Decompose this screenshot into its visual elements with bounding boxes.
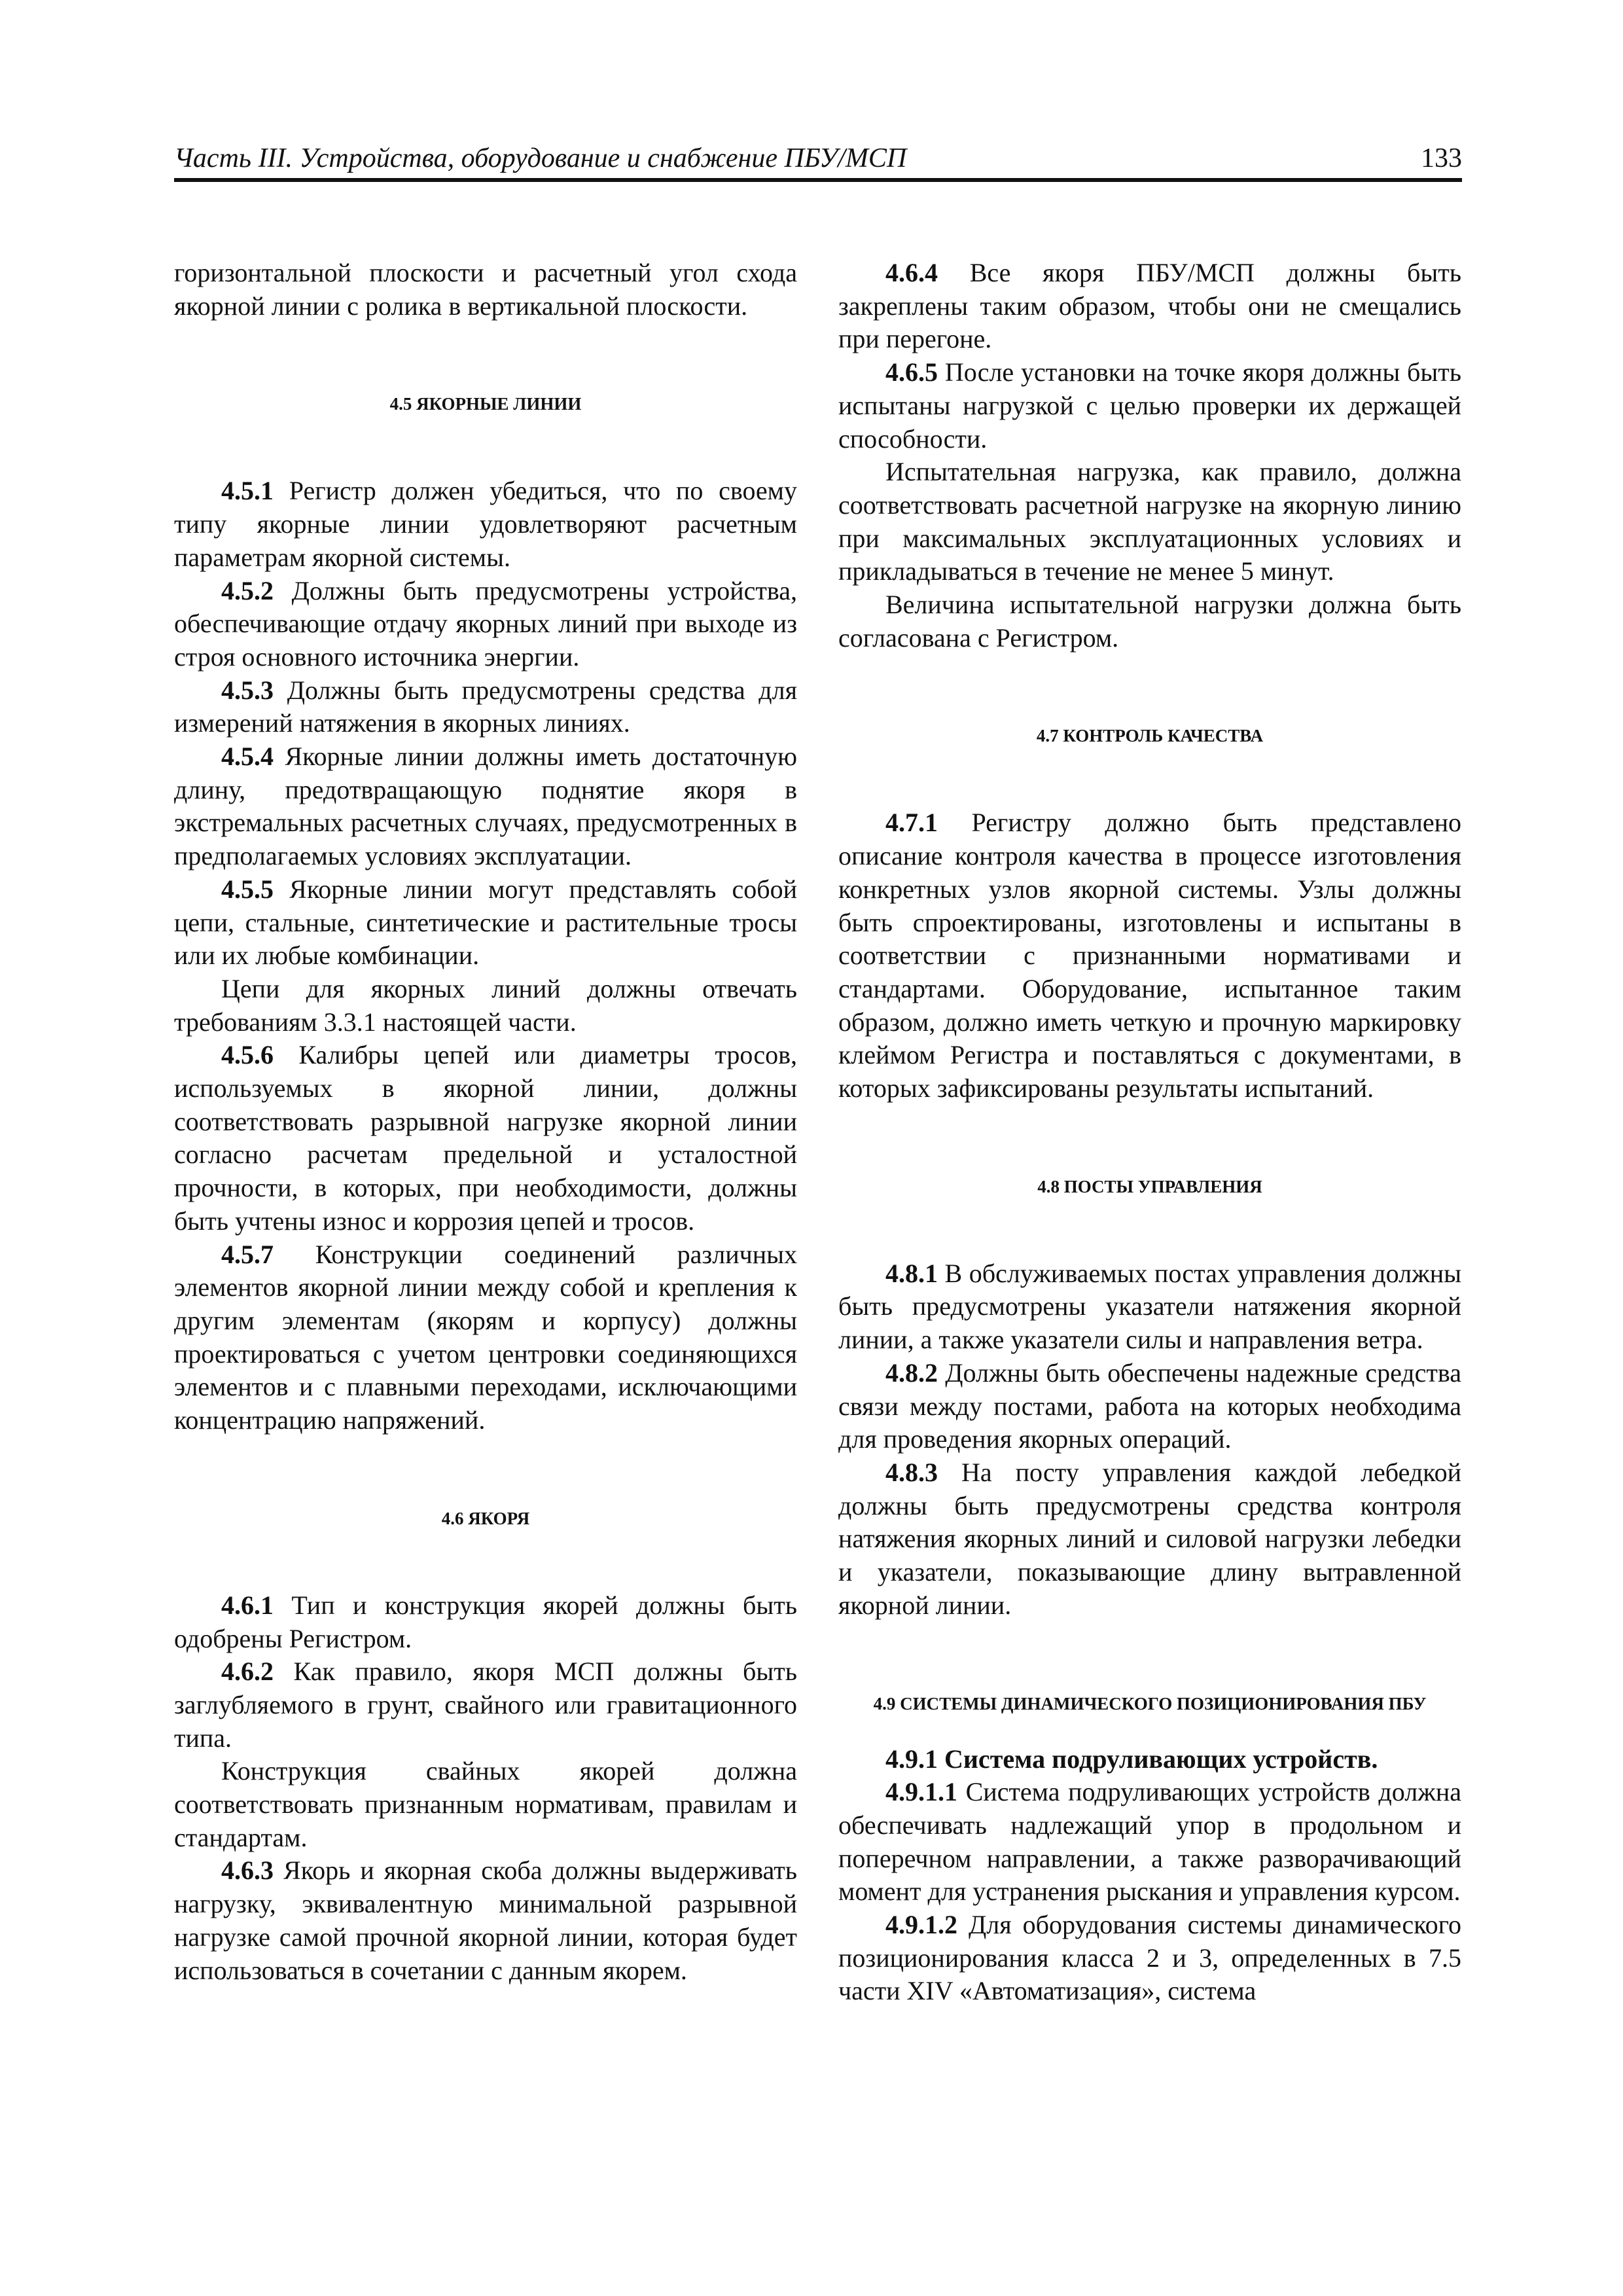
- paragraph-text: Регистр должен убедиться, что по своему типу якорные линии удовлетворяют расчетным параметрам якорной системы.: [174, 476, 797, 572]
- paragraph: [174, 1039, 797, 1238]
- paragraph-text: Должны быть предусмотрены средства для измерений натяжения в якорных линиях.: [174, 675, 797, 738]
- paragraph-text: Регистру должно быть представлено описание контроля качества в процессе изготовления конкретных узлов якорной системы. Узлы должны быть спроектированы, изготовлены и испытаны в соответствии с признанными нормативами и стандартами. Оборудование, испытанное таким образом, должно иметь четкую и прочную маркировку клеймом Регистра и поставляться с документами, в которых зафиксированы результаты испытаний.: [838, 808, 1461, 1103]
- paragraph-text: Величина испытательной нагрузки должна быть согласована с Регистром.: [838, 590, 1461, 653]
- paragraph-text: Цепи для якорных линий должны отвечать требованиям 3.3.1 настоящей части.: [174, 973, 797, 1037]
- clause-number: 4.6.4: [885, 258, 938, 287]
- clause-number: 4.9.1 Система подруливающих устройств.: [885, 1744, 1378, 1774]
- paragraph-text: горизонтальной плоскости и расчетный угол схода якорной линии с ролика в вертикальной плоскости.: [174, 258, 797, 321]
- paragraph: [174, 740, 797, 873]
- running-header-title: Часть III. Устройства, оборудование и снабжение ПБУ/МСП: [174, 143, 907, 173]
- paragraph: [838, 1776, 1461, 1909]
- clause-number: 4.5.4: [221, 742, 274, 772]
- clause-number: 4.6.1: [221, 1590, 274, 1620]
- paragraph: [174, 475, 797, 574]
- paragraph: [174, 973, 797, 1039]
- paragraph-text: На посту управления каждой лебедкой должны быть предусмотрены средства контроля натяжения якорных линий и силовой нагрузки лебедки и указатели, показывающие длину вытравленной якорной линии.: [838, 1457, 1461, 1620]
- paragraph-text: Все якоря ПБУ/МСП должны быть закреплены таким образом, чтобы они не смещались при перегоне.: [838, 258, 1461, 354]
- clause-number: 4.9.1.1: [885, 1777, 957, 1807]
- paragraph-text: Якорные линии могут представлять собой цепи, стальные, синтетические и растительные тросы или их любые комбинации.: [174, 874, 797, 971]
- paragraph: [838, 356, 1461, 456]
- paragraph-text: Для оборудования системы динамического позиционирования класса 2 и 3, определенных в 7.5 части XIV «Автоматизация», система: [838, 1910, 1461, 2006]
- clause-number: 4.5.3: [221, 675, 274, 705]
- paragraph-text: Должны быть предусмотрены устройства, обеспечивающие отдачу якорных линий при выходе из строя основного источника энергии.: [174, 575, 797, 672]
- paragraph-text: Система подруливающих устройств должна обеспечивать надлежащий упор в продольном и поперечном направлении, а также разворачивающий момент для устранения рыскания и управления курсом.: [838, 1777, 1461, 1907]
- paragraph-text: Должны быть обеспечены надежные средства связи между постами, работа на которых необходима для проведения якорных операций.: [838, 1357, 1461, 1454]
- paragraph: [838, 1743, 1461, 1776]
- paragraph: [838, 588, 1461, 655]
- paragraph: [174, 674, 797, 740]
- clause-number: 4.5.6: [221, 1040, 274, 1070]
- clause-number: 4.7.1: [885, 808, 938, 838]
- section-heading: 4.8 ПОСТЫ УПРАВЛЕНИЯ: [1037, 1176, 1262, 1196]
- clause-number: 4.5.5: [221, 874, 274, 904]
- paragraph: [838, 1257, 1461, 1357]
- paragraph-text: Якорные линии должны иметь достаточную длину, предотвращающую поднятие якоря в экстремальных расчетных случаях, предусмотренных в предполагаемых условиях эксплуатации.: [174, 742, 797, 871]
- clause-number: 4.6.5: [885, 357, 938, 387]
- section-heading: 4.6 ЯКОРЯ: [441, 1508, 530, 1528]
- clause-number: 4.8.3: [885, 1457, 938, 1487]
- paragraph: [174, 1589, 797, 1655]
- paragraph: [838, 806, 1461, 1105]
- clause-number: 4.5.2: [221, 575, 274, 605]
- page-number: 133: [1421, 143, 1462, 173]
- paragraph: [174, 257, 797, 323]
- paragraph: [838, 456, 1461, 588]
- paragraph: [174, 1755, 797, 1854]
- paragraph: [838, 1357, 1461, 1456]
- section-heading: 4.9 СИСТЕМЫ ДИНАМИЧЕСКОГО ПОЗИЦИОНИРОВАНИЯ ПБУ: [873, 1693, 1427, 1713]
- paragraph-text: Якорь и якорная скоба должны выдерживать нагрузку, эквивалентную минимальной разрывной нагрузке самой прочной якорной линии, которая будет использоваться в сочетании с данным якорем.: [174, 1856, 797, 1985]
- paragraph: [174, 1854, 797, 1987]
- clause-number: 4.5.7: [221, 1239, 274, 1269]
- clause-number: 4.8.1: [885, 1258, 938, 1288]
- right-column: [838, 257, 1461, 2008]
- paragraph-text: Тип и конструкция якорей должны быть одобрены Регистром.: [174, 1590, 797, 1653]
- clause-number: 4.6.3: [221, 1856, 274, 1886]
- paragraph: [838, 1909, 1461, 2008]
- paragraph: [174, 575, 797, 674]
- paragraph: [838, 257, 1461, 356]
- paragraph-text: Испытательная нагрузка, как правило, должна соответствовать расчетной нагрузке на якорную линию при максимальных эксплуатационных условиях и прикладываться в течение не менее 5 минут.: [838, 457, 1461, 586]
- paragraph-text: Конструкции соединений различных элементов якорной линии между собой и крепления к другим элементам (якорям и корпусу) должны проектироваться с учетом центровки соединяющихся элементов и с плавными переходами, исключающими концентрацию напряжений.: [174, 1239, 797, 1435]
- paragraph-text: В обслуживаемых постах управления должны быть предусмотрены указатели натяжения якорной линии, а также указатели силы и направления ветра.: [838, 1258, 1461, 1355]
- paragraph: [174, 1655, 797, 1755]
- left-column: [174, 257, 797, 1987]
- running-header: [174, 137, 1462, 182]
- clause-number: 4.6.2: [221, 1657, 274, 1687]
- clause-number: 4.8.2: [885, 1357, 938, 1388]
- section-heading: 4.5 ЯКОРНЫЕ ЛИНИИ: [389, 394, 582, 414]
- paragraph-text: Конструкция свайных якорей должна соответствовать признанным нормативам, правилам и стандартам.: [174, 1756, 797, 1852]
- paragraph-text: После установки на точке якоря должны быть испытаны нагрузкой с целью проверки их держащей способности.: [838, 357, 1461, 454]
- clause-number: 4.9.1.2: [885, 1910, 957, 1940]
- paragraph: [174, 873, 797, 973]
- clause-number: 4.5.1: [221, 476, 274, 506]
- paragraph-text: Калибры цепей или диаметры тросов, используемых в якорной линии, должны соответствовать разрывной нагрузке якорной линии согласно расчетам предельной и усталостной прочности, в которых, при необходимости, должны быть учтены износ и коррозия цепей и тросов.: [174, 1040, 797, 1236]
- paragraph-text: Как правило, якоря МСП должны быть заглубляемого в грунт, свайного или гравитационного типа.: [174, 1657, 797, 1753]
- paragraph: [174, 1238, 797, 1437]
- paragraph: [838, 1456, 1461, 1623]
- section-heading: 4.7 КОНТРОЛЬ КАЧЕСТВА: [1036, 726, 1264, 746]
